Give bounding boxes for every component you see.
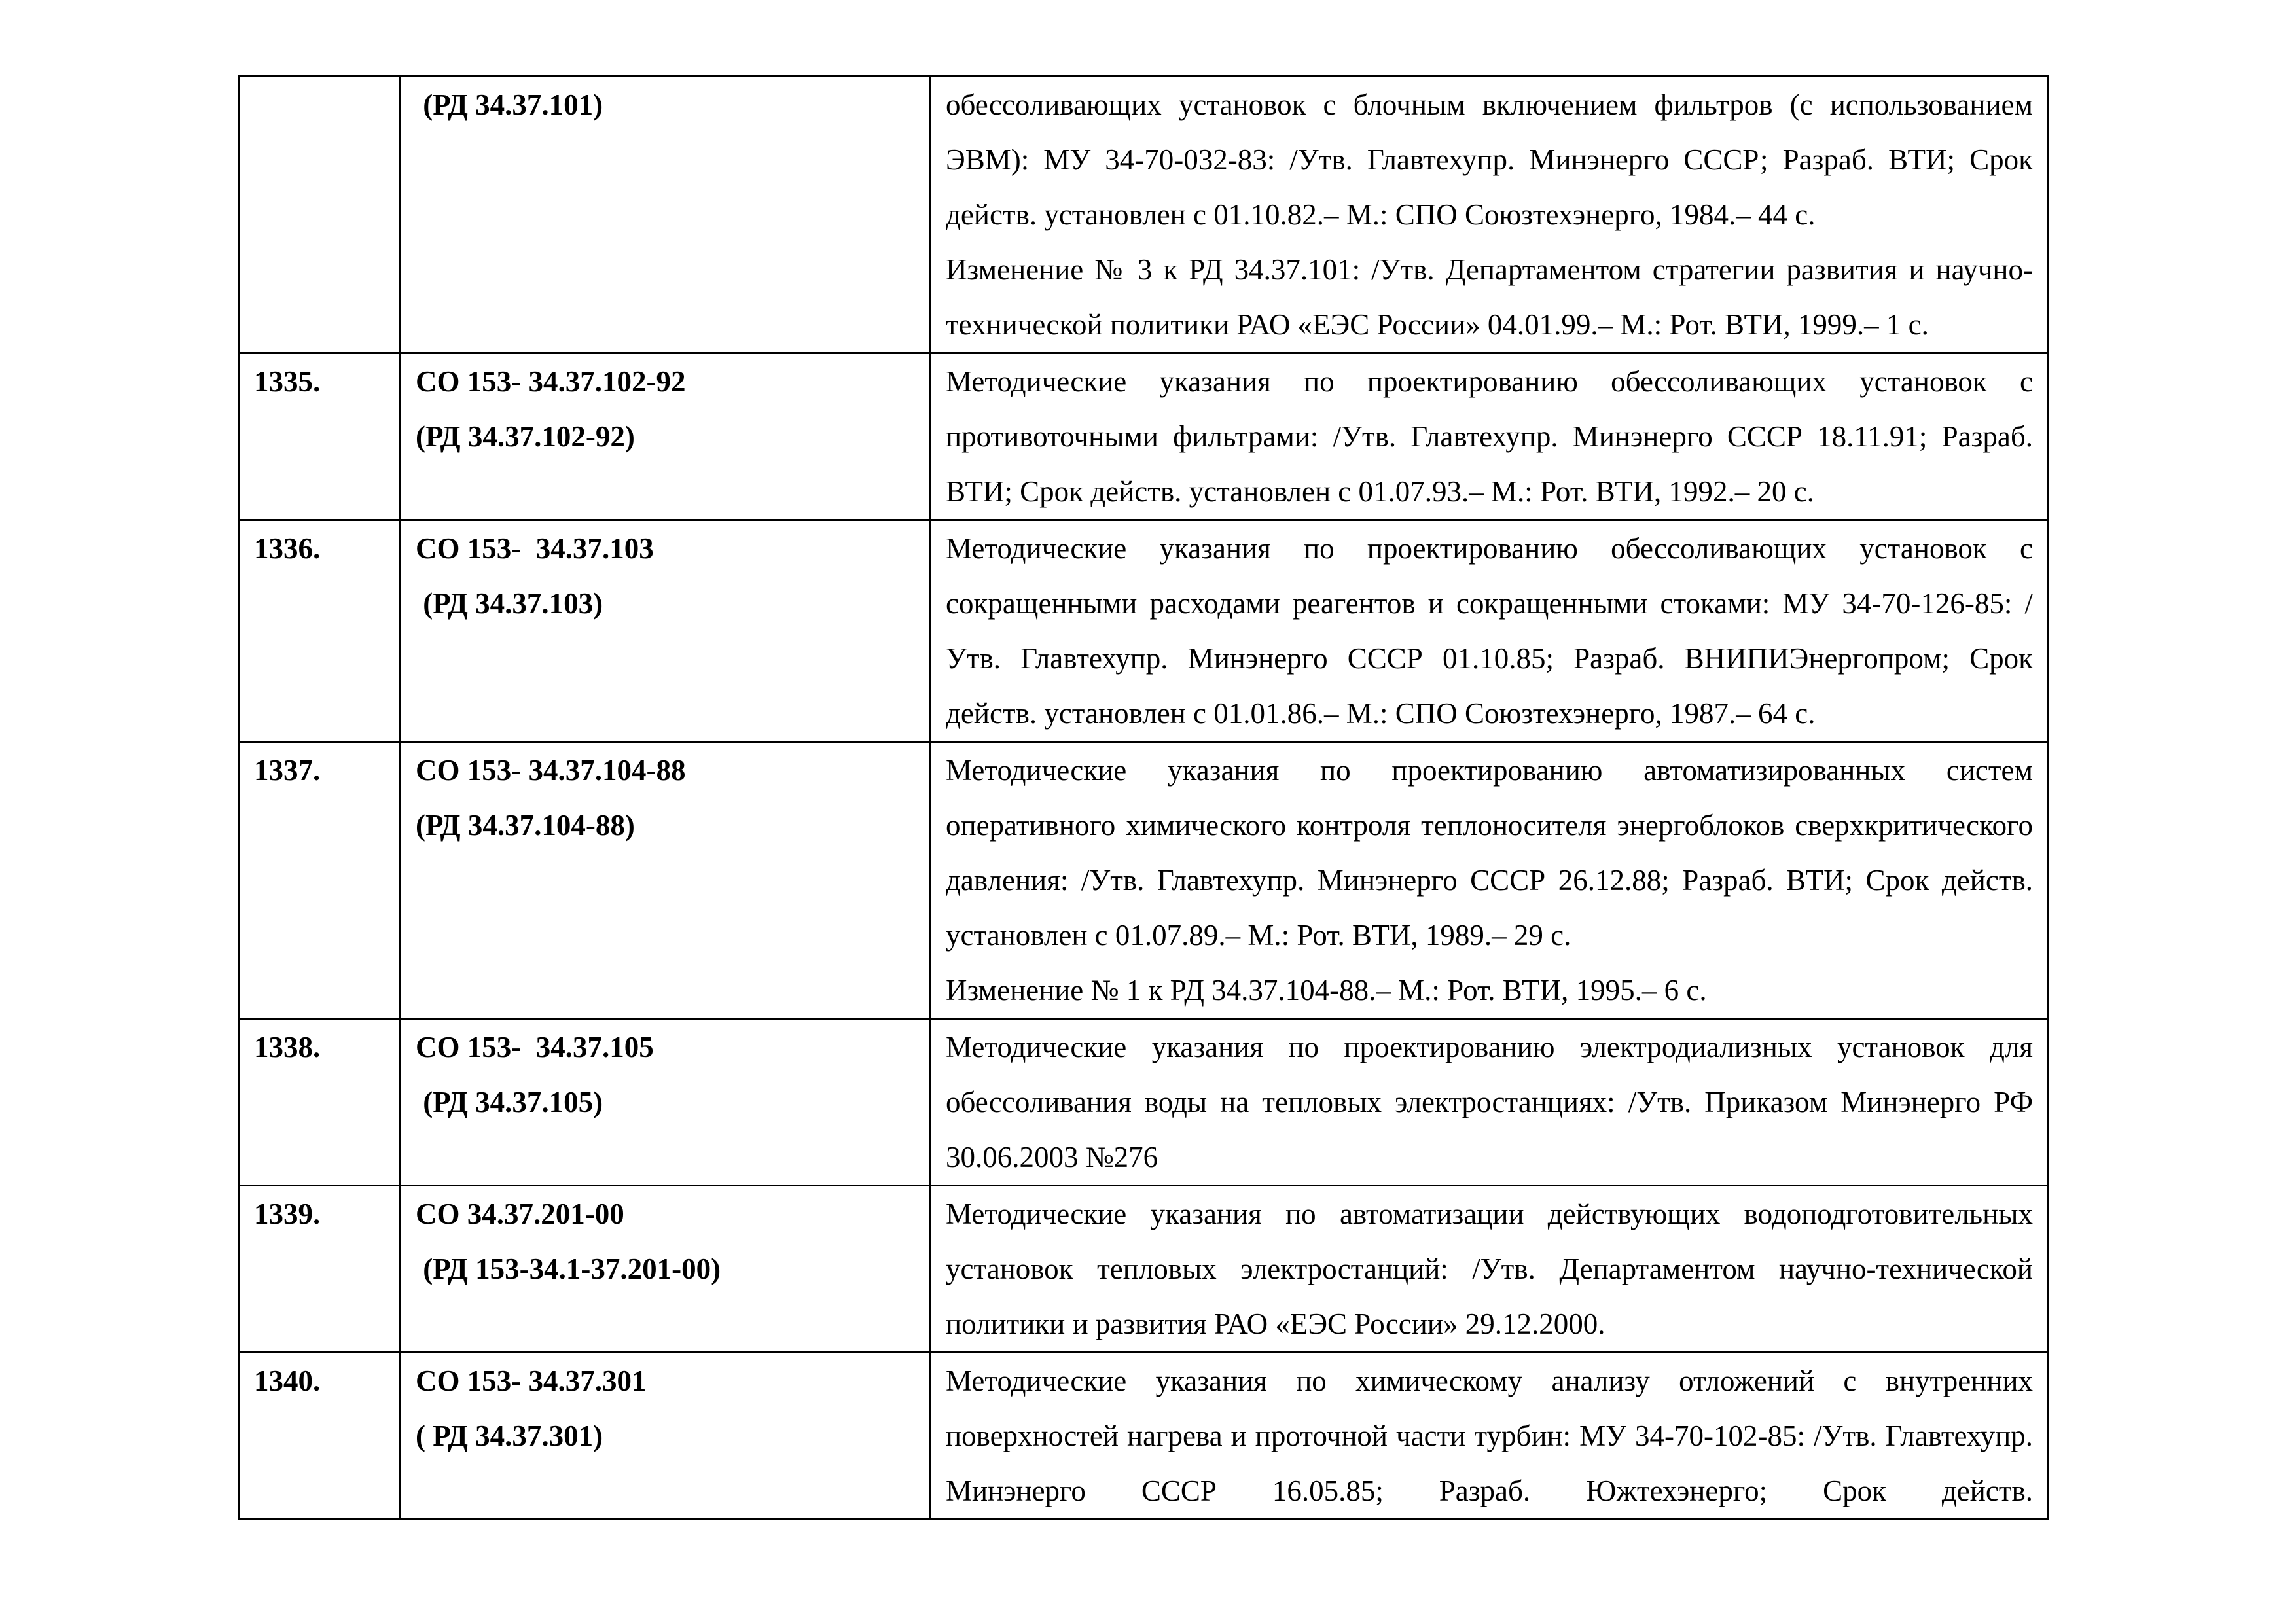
table-row xyxy=(239,1353,2049,1520)
document-code-cell xyxy=(401,77,931,353)
document-code-old: (РД 34.37.105) xyxy=(416,1086,603,1118)
document-description: Методические указания по проектированию автоматизированных систем оперативного химического контроля теплоносителя энергоблоков сверхкритического давления: /Утв. Главтехупр. Минэнерго СССР 26.12.88; Разраб. ВТИ; Срок действ. установлен с 01.07.89.– М.: Рот. ВТИ, 1989.– 29 с. xyxy=(946,754,2033,952)
document-code-old: (РД 34.37.103) xyxy=(416,587,603,620)
row-number xyxy=(239,77,401,353)
document-code-cell xyxy=(401,742,931,1019)
document-description-cell xyxy=(931,742,2049,1019)
document-description: Методические указания по проектированию обессоливающих установок с противоточными фильтрами: /Утв. Главтехупр. Минэнерго СССР 18.11.91; Разраб. ВТИ; Срок действ. установлен с 01.07.93.– М.: Рот. ВТИ, 1992.– 20 с. xyxy=(946,365,2033,508)
document-code-cell xyxy=(401,1353,931,1520)
table-row xyxy=(239,77,2049,353)
document-code-cell xyxy=(401,1186,931,1353)
document-description-cell xyxy=(931,77,2049,353)
normative-documents-table xyxy=(238,75,2049,1520)
table-row xyxy=(239,742,2049,1019)
document-description: Методические указания по проектированию электродиализных установок для обессоливания воды на тепловых электростанциях: /Утв. Приказом Минэнерго РФ 30.06.2003 №276 xyxy=(946,1031,2033,1173)
document-description-cell xyxy=(931,1019,2049,1186)
row-number: 1340. xyxy=(239,1353,401,1520)
document-code: СО 153- 34.37.301 xyxy=(416,1364,647,1397)
row-number: 1338. xyxy=(239,1019,401,1186)
document-description: Методические указания по проектированию обессоливающих установок с сокращенными расходами реагентов и сокращенными стоками: МУ 34-70-126-85: /Утв. Главтехупр. Минэнерго СССР 01.10.85; Разраб. ВНИПИЭнергопром; Срок действ. установлен с 01.01.86.– М.: СПО Союзтехэнерго, 1987.– 64 с. xyxy=(946,532,2033,730)
document-code: СО 153- 34.37.103 xyxy=(416,532,654,565)
document-code-cell xyxy=(401,353,931,520)
document-description: Методические указания по автоматизации действующих водоподготовительных установок тепловых электростанций: /Утв. Департаментом научно-технической политики и развития РАО «ЕЭС России» 29.12.2000. xyxy=(946,1198,2033,1340)
document-code: СО 34.37.201-00 xyxy=(416,1198,624,1230)
document-code-old: ( РД 34.37.301) xyxy=(416,1419,603,1452)
document-amendment: Изменение № 3 к РД 34.37.101: /Утв. Департаментом стратегии развития и научно-технической политики РАО «ЕЭС России» 04.01.99.– М.: Рот. ВТИ, 1999.– 1 с. xyxy=(946,253,2033,341)
document-code: СО 153- 34.37.102-92 xyxy=(416,365,686,398)
row-number: 1339. xyxy=(239,1186,401,1353)
document-code-old: (РД 153-34.1-37.201-00) xyxy=(416,1253,721,1285)
document-code: СО 153- 34.37.105 xyxy=(416,1031,654,1063)
document-code-cell xyxy=(401,1019,931,1186)
document-amendment: Изменение № 1 к РД 34.37.104-88.– М.: Рот. ВТИ, 1995.– 6 с. xyxy=(946,974,1707,1007)
table-row xyxy=(239,1186,2049,1353)
document-description-cell xyxy=(931,1186,2049,1353)
document-description-cell xyxy=(931,520,2049,742)
row-number: 1336. xyxy=(239,520,401,742)
document-description: Методические указания по химическому анализу отложений с внутренних поверхностей нагрева и проточной части турбин: МУ 34-70-102-85: /Утв. Главтехупр. Минэнерго СССР 16.05.85; Разраб. Южтехэнерго; Срок действ. xyxy=(946,1364,2033,1507)
document-description: обессоливающих установок с блочным включением фильтров (с использованием ЭВМ): МУ 34-70-032-83: /Утв. Главтехупр. Минэнерго СССР; Разраб. ВТИ; Срок действ. установлен с 01.10.82.– М.: СПО Союзтехэнерго, 1984.– 44 с. xyxy=(946,88,2033,231)
table-row xyxy=(239,520,2049,742)
document-code: СО 153- 34.37.104-88 xyxy=(416,754,686,787)
row-number: 1337. xyxy=(239,742,401,1019)
document-code-old: (РД 34.37.101) xyxy=(416,88,603,121)
document-code-cell xyxy=(401,520,931,742)
document-description-cell xyxy=(931,1353,2049,1520)
table-row xyxy=(239,353,2049,520)
document-code-old: (РД 34.37.104-88) xyxy=(416,809,635,842)
document-description-cell xyxy=(931,353,2049,520)
row-number: 1335. xyxy=(239,353,401,520)
table-row xyxy=(239,1019,2049,1186)
document-code-old: (РД 34.37.102-92) xyxy=(416,420,635,453)
